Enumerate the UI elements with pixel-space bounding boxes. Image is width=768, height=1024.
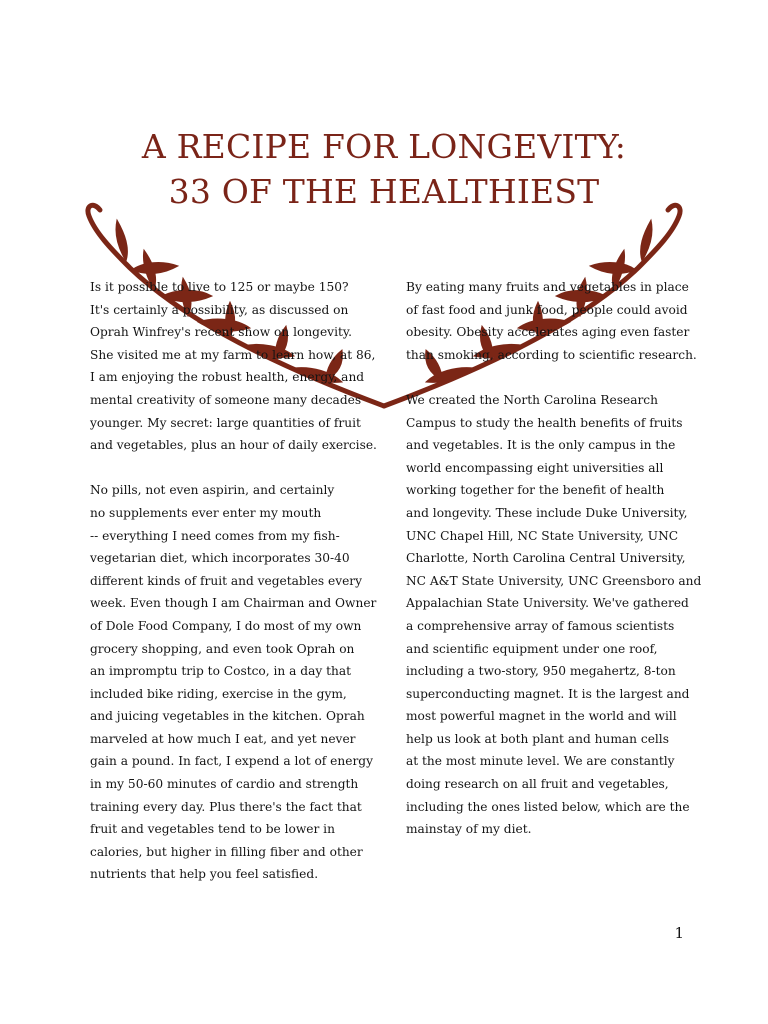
paragraph-line: I am enjoying the robust health, energy, and bbox=[90, 370, 365, 385]
paragraph-line: marveled at how much I eat, and yet never bbox=[90, 731, 356, 746]
paragraph-line: different kinds of fruit and vegetables every bbox=[90, 573, 362, 588]
paragraph-line: including the ones listed below, which are the bbox=[406, 799, 690, 814]
paragraph-line: and scientific equipment under one roof, bbox=[406, 641, 658, 656]
paragraph-line: nutrients that help you feel satisfied. bbox=[90, 867, 319, 882]
page-number: 1 bbox=[674, 924, 684, 942]
paragraph-line: working together for the benefit of health bbox=[406, 483, 665, 498]
paragraph-line: a comprehensive array of famous scientists bbox=[406, 618, 675, 633]
column-right bbox=[406, 276, 702, 841]
paragraph-line: most powerful magnet in the world and will bbox=[406, 709, 677, 724]
paragraph-line: in my 50-60 minutes of cardio and strength bbox=[90, 777, 359, 792]
paragraph-line: calories, but higher in filling fiber and other bbox=[90, 844, 363, 859]
paragraph-spacer bbox=[90, 457, 380, 480]
paragraph-line: UNC Chapel Hill, NC State University, UNC bbox=[406, 528, 679, 543]
paragraph-line: Is it possible to live to 125 or maybe 150? bbox=[90, 280, 349, 294]
paragraph-line: She visited me at my farm to learn how, at 86, bbox=[90, 347, 376, 362]
paragraph-line: NC A&T State University, UNC Greensboro and bbox=[406, 573, 702, 588]
paragraph-line: By eating many fruits and vegetables in place bbox=[406, 280, 689, 294]
paragraph-line: and longevity. These include Duke University, bbox=[406, 505, 688, 520]
paragraph-line: vegetarian diet, which incorporates 30-40 bbox=[90, 551, 350, 566]
paragraph-line: Appalachian State University. We've gathered bbox=[406, 596, 689, 611]
paragraph-line: gain a pound. In fact, I expend a lot of energy bbox=[90, 754, 373, 769]
paragraph-line: younger. My secret: large quantities of fruit bbox=[90, 415, 361, 430]
paragraph-line: of fast food and junk food, people could avoid bbox=[406, 302, 688, 317]
paragraph-line: obesity. Obesity accelerates aging even faster bbox=[406, 325, 690, 340]
paragraph-spacer bbox=[406, 366, 696, 389]
column-left bbox=[90, 276, 380, 886]
paragraph-line: of Dole Food Company, I do most of my own bbox=[90, 618, 362, 633]
paragraph-line: No pills, not even aspirin, and certainly bbox=[90, 483, 335, 498]
paragraph-line: -- everything I need comes from my fish- bbox=[90, 528, 340, 543]
paragraph-line: grocery shopping, and even took Oprah on bbox=[90, 641, 355, 656]
paragraph-line: and vegetables, plus an hour of daily exercise. bbox=[90, 438, 377, 453]
paragraph-line: included bike riding, exercise in the gym, bbox=[90, 686, 347, 701]
paragraph-line: training every day. Plus there's the fact that bbox=[90, 799, 362, 814]
paragraph-line: world encompassing eight universities all bbox=[406, 460, 664, 475]
paragraph-line: no supplements ever enter my mouth bbox=[90, 505, 322, 520]
paragraph-line: mental creativity of someone many decades bbox=[90, 392, 362, 407]
paragraph-line: and juicing vegetables in the kitchen. Oprah bbox=[90, 709, 365, 724]
paragraph-line: Oprah Winfrey's recent show on longevity. bbox=[90, 325, 353, 340]
paragraph-line: mainstay of my diet. bbox=[406, 822, 532, 837]
paragraph-line: and vegetables. It is the only campus in the bbox=[406, 438, 676, 453]
paragraph-line: fruit and vegetables tend to be lower in bbox=[90, 822, 335, 837]
paragraph-line: superconducting magnet. It is the largest and bbox=[406, 686, 690, 701]
paragraph-line: at the most minute level. We are constantly bbox=[406, 754, 675, 769]
title-line-2: 33 OF THE HEALTHIEST bbox=[168, 172, 600, 211]
title-line-1: A RECIPE FOR LONGEVITY: bbox=[141, 127, 627, 166]
paragraph-line: We created the North Carolina Research bbox=[406, 392, 658, 407]
paragraph-line: Charlotte, North Carolina Central University, bbox=[406, 551, 686, 566]
paragraph-line: including a two-story, 950 megahertz, 8-ton bbox=[406, 664, 676, 679]
paragraph-line: doing research on all fruit and vegetables, bbox=[406, 777, 669, 792]
paragraph-line: an impromptu trip to Costco, in a day that bbox=[90, 664, 352, 679]
paragraph-line: Campus to study the health benefits of fruits bbox=[406, 415, 683, 430]
paragraph-line: week. Even though I am Chairman and Owner bbox=[90, 596, 377, 611]
paragraph-line: It's certainly a possibility, as discussed on bbox=[90, 302, 349, 317]
paragraph-line: help us look at both plant and human cells bbox=[406, 731, 669, 746]
paragraph-line: than smoking, according to scientific research. bbox=[406, 347, 697, 362]
